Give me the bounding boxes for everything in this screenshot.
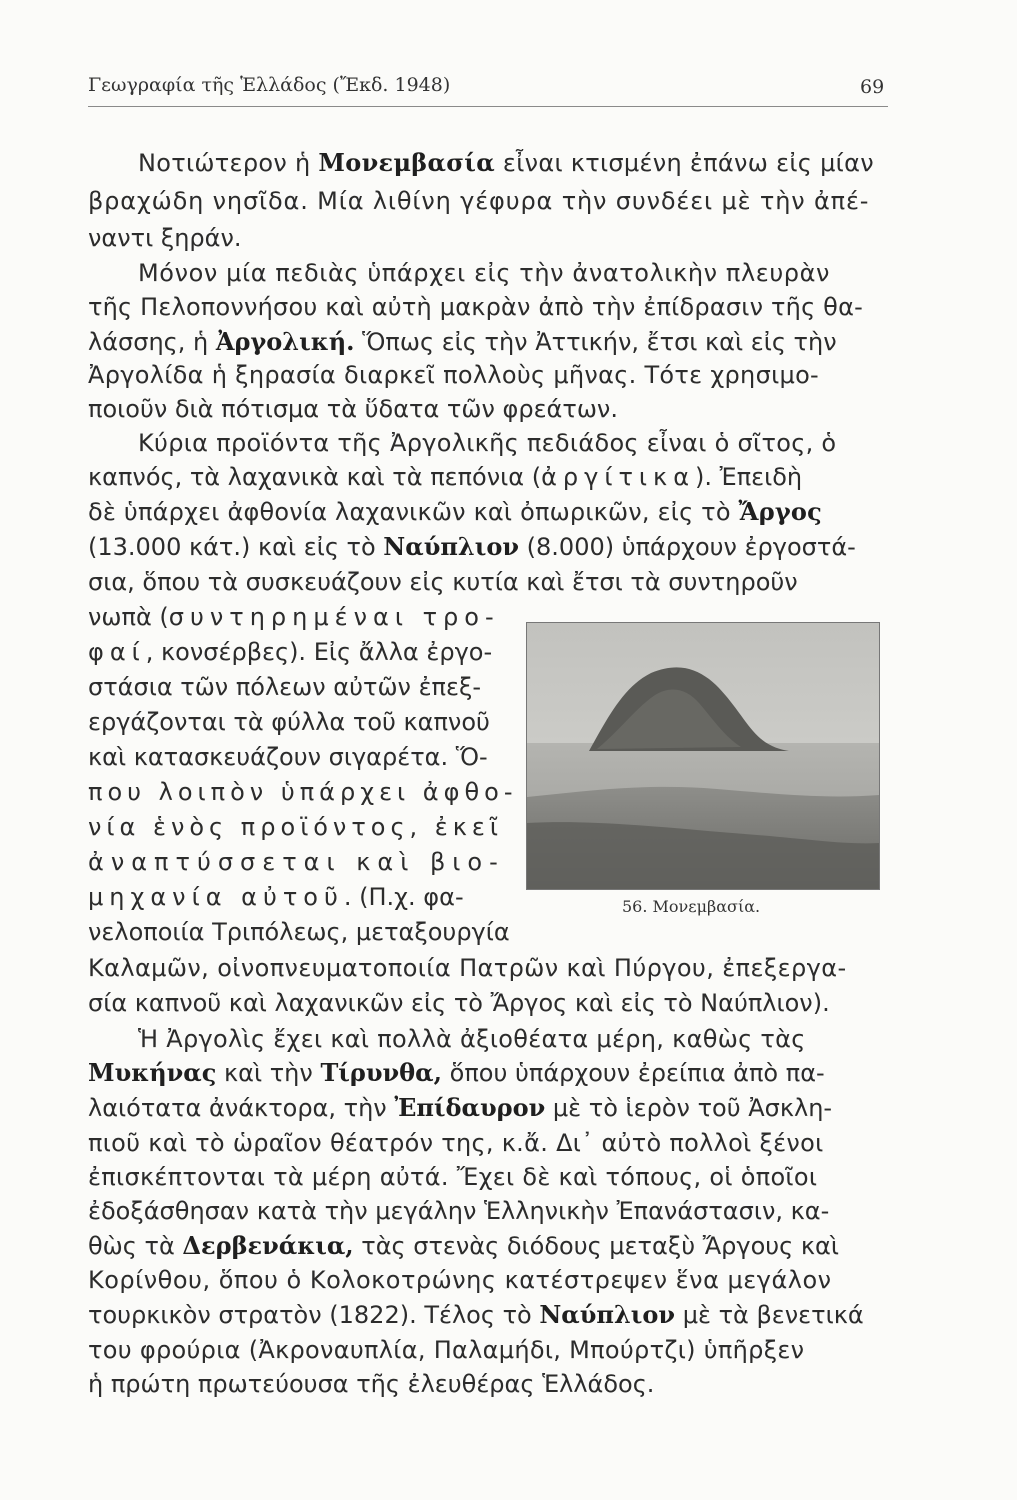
text-line: λαιότατα ἀνάκτορα, τὴν Ἐπίδαυρον μὲ τὸ ἱερὸν τοῦ Ἀσκλη-	[88, 1093, 833, 1122]
text-line: Καλαμῶν, οἰνοπνευματοποιία Πατρῶν καὶ Πύργου, ἐπεξεργα-	[88, 954, 847, 982]
text-line: τῆς Πελοποννήσου καὶ αὐτὴ μακρὰν ἀπὸ τὴν ἐπίδρασιν τῆς θα-	[88, 293, 863, 321]
text-line: νωπὰ (συντηρημέναι τρο-	[88, 603, 500, 631]
text-line: σία καπνοῦ καὶ λαχανικῶν εἰς τὸ Ἄργος καὶ εἰς τὸ Ναύπλιον).	[88, 989, 830, 1017]
text-line: σια, ὅπου τὰ συσκευάζουν εἰς κυτία καὶ ἔτσι τὰ συντηροῦν	[88, 568, 798, 596]
place-name-mykines: Μυκήνας	[88, 1058, 217, 1087]
place-name-epidavros: Ἐπίδαυρον	[394, 1093, 546, 1122]
text-line: δὲ ὑπάρχει ἀφθονία λαχανικῶν καὶ ὀπωρικῶν, εἰς τὸ Ἄργος	[88, 497, 822, 526]
text-line: ἡ πρώτη πρωτεύουσα τῆς ἐλευθέρας Ἑλλάδος.	[88, 1370, 655, 1398]
place-name-argos: Ἄργος	[738, 497, 822, 526]
text-line: καπνός, τὰ λαχανικὰ καὶ τὰ πεπόνια (ἀργίτικα). Ἐπειδὴ	[88, 463, 803, 491]
text-line: που λοιπὸν ὑπάρχει ἀφθο-	[88, 778, 518, 806]
text-line: Ἀργολίδα ἡ ξηρασία διαρκεῖ πολλοὺς μῆνας. Τότε χρησιμο-	[88, 361, 820, 389]
monemvasia-photo	[526, 622, 880, 890]
text-line: νία ἑνὸς προϊόντος, ἐκεῖ	[88, 813, 504, 841]
text-line: μηχανία αὐτοῦ. (Π.χ. φα-	[88, 883, 464, 911]
text-line: του φρούρια (Ἀκροναυπλία, Παλαμήδι, Μπούρτζι) ὑπῆρξεν	[88, 1336, 805, 1364]
place-name-tiryns: Τίρυνθα,	[320, 1058, 443, 1087]
text-line: (13.000 κάτ.) καὶ εἰς τὸ Ναύπλιον (8.000) ὑπάρχουν ἐργοστά-	[88, 532, 856, 561]
header-rule	[88, 106, 888, 107]
place-name-argoliki: Ἀργολική.	[215, 327, 355, 356]
text-line: πιοῦ καὶ τὸ ὡραῖον θέατρόν της, κ.ἄ. Δι᾽ αὐτὸ πολλοὶ ξένοι	[88, 1129, 824, 1157]
text-line: Νοτιώτερον ἡ Μονεμβασία εἶναι κτισμένη ἐπάνω εἰς μίαν	[138, 148, 874, 177]
text-line: βραχώδη νησῖδα. Μία λιθίνη γέφυρα τὴν συνδέει μὲ τὴν ἀπέ-	[88, 187, 870, 215]
place-name-monemvasia: Μονεμβασία	[318, 148, 495, 177]
place-name-nafplio: Ναύπλιον	[383, 532, 520, 561]
place-name-nafplio: Ναύπλιον	[539, 1300, 676, 1329]
text-line: ἐδοξάσθησαν κατὰ τὴν μεγάλην Ἑλληνικὴν Ἐπανάστασιν, κα-	[88, 1197, 830, 1225]
monemvasia-rock-image	[527, 623, 879, 889]
text-line: Ἡ Ἀργολὶς ἔχει καὶ πολλὰ ἀξιοθέατα μέρη, καθὼς τὰς	[138, 1025, 806, 1053]
text-line: στάσια τῶν πόλεων αὐτῶν ἐπεξ-	[88, 673, 482, 701]
place-name-dervenakia: Δερβενάκια,	[182, 1231, 354, 1260]
text-line: εργάζονται τὰ φύλλα τοῦ καπνοῦ	[88, 708, 490, 736]
text-line: ποιοῦν διὰ πότισμα τὰ ὕδατα τῶν φρεάτων.	[88, 395, 618, 423]
text-line: Μόνον μία πεδιὰς ὑπάρχει εἰς τὴν ἀνατολικὴν πλευρὰν	[138, 259, 831, 287]
text-line: φαί, κονσέρβες). Εἰς ἄλλα ἐργο-	[88, 638, 493, 666]
text-line: Κύρια προϊόντα τῆς Ἀργολικῆς πεδιάδος εἶναι ὁ σῖτος, ὁ	[138, 429, 837, 457]
text-line: καὶ κατασκευάζουν σιγαρέτα. Ὅ-	[88, 743, 488, 771]
page-number: 69	[860, 76, 885, 98]
figure-caption: 56. Μονεμβασία.	[622, 897, 761, 916]
running-head: Γεωγραφία τῆς Ἑλλάδος (Ἔκδ. 1948)	[88, 74, 451, 96]
text-line: θὼς τὰ Δερβενάκια, τὰς στενὰς διόδους μεταξὺ Ἄργους καὶ	[88, 1231, 839, 1260]
text-line: Μυκήνας καὶ τὴν Τίρυνθα, ὅπου ὑπάρχουν ἐρείπια ἀπὸ πα-	[88, 1058, 825, 1087]
text-line: τουρκικὸν στρατὸν (1822). Τέλος τὸ Ναύπλιον μὲ τὰ βενετικά	[88, 1300, 864, 1329]
text-line: ἀναπτύσσεται καὶ βιο-	[88, 848, 505, 876]
text-line: νελοποιία Τριπόλεως, μεταξουργία	[88, 918, 510, 946]
text-line: ἐπισκέπτονται τὰ μέρη αὐτά. Ἔχει δὲ καὶ τόπους, οἱ ὁποῖοι	[88, 1163, 818, 1191]
text-line: Κορίνθου, ὅπου ὁ Κολοκοτρώνης κατέστρεψεν ἕνα μεγάλον	[88, 1266, 832, 1294]
text-line: λάσσης, ἡ Ἀργολική. Ὅπως εἰς τὴν Ἀττικήν, ἔτσι καὶ εἰς τὴν	[88, 327, 837, 356]
text-line: ναντι ξηράν.	[88, 224, 242, 252]
